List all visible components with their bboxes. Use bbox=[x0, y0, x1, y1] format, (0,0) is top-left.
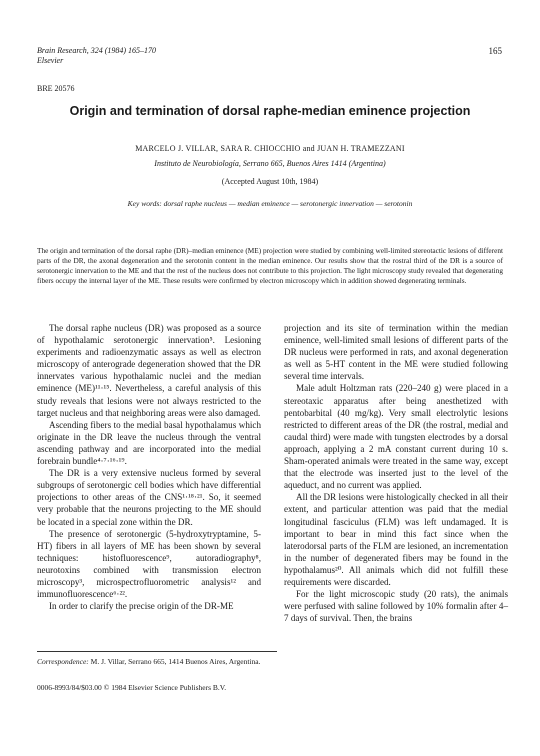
paper-title: Origin and termination of dorsal raphe-median eminence projection bbox=[69, 104, 471, 118]
accepted-date: (Accepted August 10th, 1984) bbox=[221, 177, 319, 186]
paragraph: In order to clarify the precise origin of the DR-ME bbox=[49, 601, 234, 612]
article-code: BRE 20576 bbox=[37, 84, 75, 93]
keywords: Key words: dorsal raphe nucleus — median eminence — serotonergic innervation — serotonin bbox=[127, 199, 413, 208]
body-right-column bbox=[284, 322, 508, 624]
footnote-divider bbox=[37, 651, 277, 652]
institution: Instituto de Neurobiología, Serrano 665, Buenos Aires 1414 (Argentina) bbox=[154, 159, 386, 168]
footnote-label: Correspondence: bbox=[37, 657, 89, 666]
paragraph: For the light microscopic study (20 rats), the animals were perfused with saline followed by 10% formalin after 4–7 days of survival. Then, the brains bbox=[284, 589, 508, 624]
page-number: 165 bbox=[488, 46, 502, 56]
paragraph: The presence of serotonergic (5-hydroxytryptamine, 5-HT) fibers in all layers of ME has been shown by several techniques: histofluorescence⁹, autoradiography⁸, neurotoxins combined with transmission electron microscopy³, microspectrofluorometric analysis¹² and immunofluorescence⁶·²². bbox=[37, 528, 261, 600]
footnote-text: M. J. Villar, Serrano 665, 1414 Buenos Aires, Argentina. bbox=[90, 657, 261, 666]
paragraph: All the DR lesions were histologically checked in all their extent, and particular attention was paid that the medial longitudinal fasciculus (FLM) was left undamaged. It is important to bear in mind this fact since when the laterodorsal parts of the FLM are lesioned, an incrementation in the number of degenerated fibers may be found in the hypothalamus²⁰. All animals which did not fulfill these requirements were discarded. bbox=[284, 492, 508, 587]
paragraph: Ascending fibers to the medial basal hypothalamus which originate in the DR leave the nucleus through the ventral ascending pathway and are incorporated into the medial forebrain bundle⁴·⁷·¹⁶·¹⁹. bbox=[37, 419, 261, 467]
paragraph: The dorsal raphe nucleus (DR) was proposed as a source of hypothalamic serotonergic innervation⁵. Lesioning experiments and radioenzymatic assays as well as electron microscopy of anterograde degeneration showed that the DR innervates various hypothalamic nuclei and the median eminence (ME)¹¹·¹⁵. Nevertheless, a careful analysis of this study reveals that lesions were not always restricted to the target nucleus and that neighboring areas were also damaged. bbox=[37, 323, 261, 418]
publisher: Elsevier bbox=[37, 56, 64, 65]
abstract: The origin and termination of the dorsal raphe (DR)–median eminence (ME) projection were studied by combining well-limited stereotactic lesions of different parts of the DR, the axonal degeneration and the serotonin content in the median eminence. Our results show that the rostral third of the DR is a source of serotonergic innervation to the ME and that the rest of the nucleus does not contribute to this projection. The light microscopy study revealed that degenerating fibers occupy the internal layer of the ME. These results were confirmed by electron microscopy which in addition showed degenerating terminals. bbox=[37, 246, 503, 286]
body-left-column bbox=[37, 322, 261, 612]
copyright-line: 0006-8993/84/$03.00 © 1984 Elsevier Science Publishers B.V. bbox=[37, 683, 227, 692]
author-list: MARCELO J. VILLAR, SARA R. CHIOCCHIO and JUAN H. TRAMEZZANI bbox=[135, 144, 405, 153]
paragraph: Male adult Holtzman rats (220–240 g) were placed in a stereotaxic apparatus after being anesthetized with pentobarbital (40 mg/kg). Very small electrolytic lesions restricted to different areas of the DR (the rostral, medial and caudal third) were made with tungsten electrodes by a dorsal approach, applying a 2 mA constant current during 10 s. Sham-operated animals were treated in the same way, except that the electrode was inserted just to the level of the aqueduct, and no current was applied. bbox=[284, 383, 508, 491]
paragraph: projection and its site of termination within the median eminence, well-limited small lesions of different parts of the DR nucleus were performed in rats, and axonal degeneration as well as 5-HT content in the ME were studied following several time intervals. bbox=[284, 323, 508, 382]
footnote bbox=[37, 657, 260, 666]
journal-citation: Brain Research, 324 (1984) 165–170 bbox=[37, 46, 157, 55]
paragraph: The DR is a very extensive nucleus formed by several subgroups of serotonergic cell bodies which have differential projections to other areas of the CNS¹·¹⁸·²¹. So, it seemed very probable that the neurons projecting to the ME should be located in a special zone within the DR. bbox=[37, 468, 261, 527]
